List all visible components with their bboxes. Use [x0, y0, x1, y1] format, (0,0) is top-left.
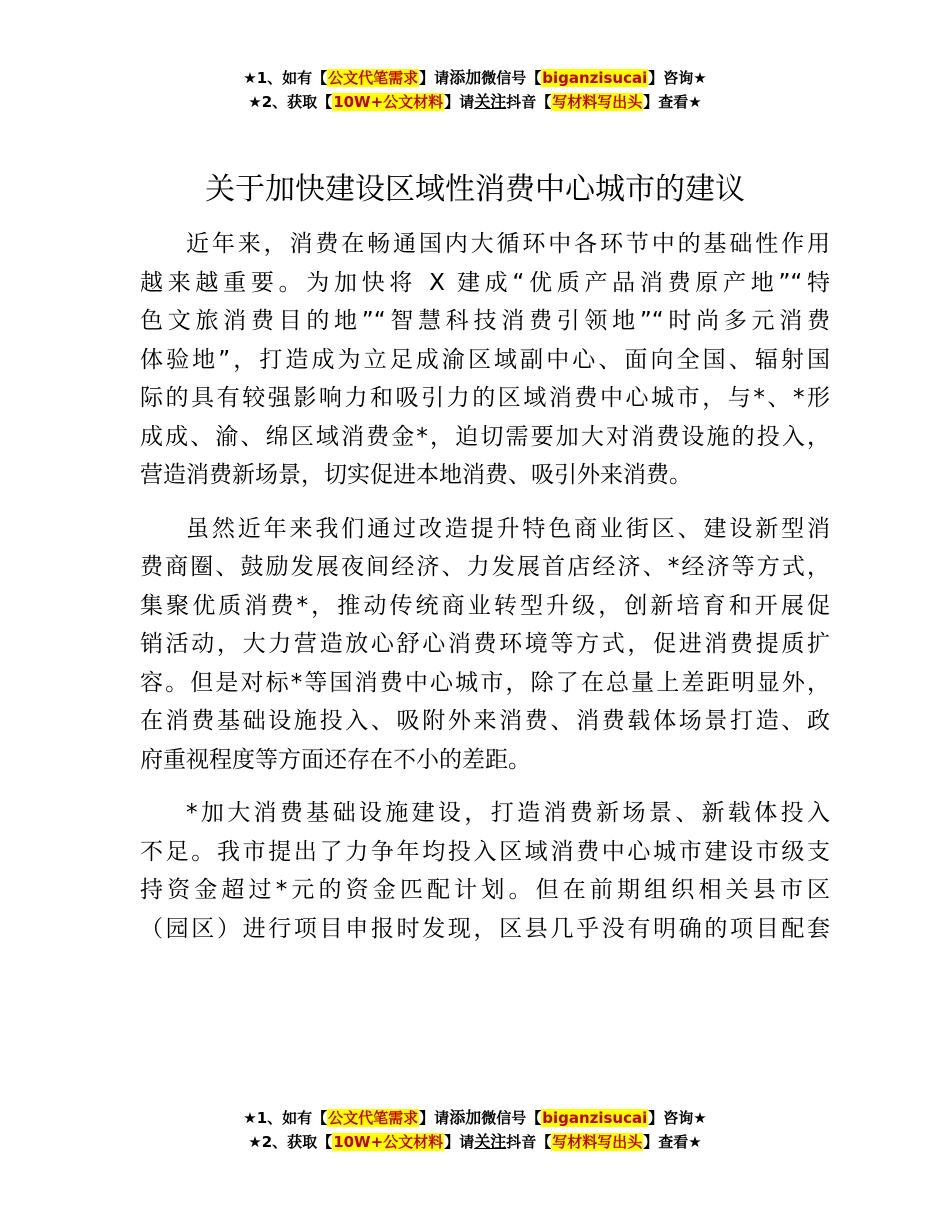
- footer-banner: [0, 1106, 950, 1154]
- banner-text: 添加: [449, 68, 482, 87]
- banner-line-2: [0, 90, 950, 114]
- text-line: 越来越重要。为加快将 X 建成“优质产品消费原产地”“特: [140, 269, 830, 296]
- paragraph-2: [140, 510, 830, 780]
- highlight-wechat-id: biganzisucai: [542, 69, 648, 87]
- banner-text: ★1、如有【: [243, 1109, 328, 1127]
- highlight-wechat-id: biganzisucai: [542, 1109, 648, 1127]
- text-line: 成成、渝、绵区域消费金*，迫切需要加大对消费设施的投入，: [140, 423, 830, 450]
- text-line: 销活动，大力营造放心舒心消费环境等方式，促进消费提质扩: [140, 631, 830, 657]
- text-line: （园区）进行项目申报时发现，区县几乎没有明确的项目配套: [140, 915, 830, 942]
- text-line: 集聚优质消费*，推动传统商业转型升级，创新培育和开展促: [140, 592, 830, 619]
- banner-text: 】咨询★: [648, 69, 707, 87]
- header-banner: [0, 66, 950, 114]
- text-line: 色文旅消费目的地”“智慧科技消费引领地”“时尚多元消费: [140, 308, 830, 334]
- banner-line-1: [0, 66, 950, 90]
- banner-text: 】咨询★: [648, 1109, 707, 1127]
- text-line: 虽然近年来我们通过改造提升特色商业街区、建设新型消: [186, 515, 830, 542]
- text-line: 在消费基础设施投入、吸附外来消费、消费载体场景打造、政: [140, 708, 830, 734]
- banner-text: 添加: [449, 1108, 482, 1127]
- highlight-materials: 10W+公文材料: [333, 93, 444, 111]
- paragraph-1: [140, 225, 830, 495]
- banner-text: 微信号【: [481, 69, 542, 87]
- text-line: 费商圈、鼓励发展夜间经济、力发展首店经济、*经济等方式，: [140, 554, 830, 580]
- banner-text: 】查看★: [643, 93, 702, 111]
- banner-text: 】请: [419, 1109, 450, 1127]
- highlight-douyin-account: 写材料写出头: [552, 1133, 643, 1151]
- banner-text: ★1、如有【: [243, 69, 328, 87]
- banner-line-1: [0, 1106, 950, 1130]
- document-body: [140, 225, 830, 963]
- banner-text: 关注: [474, 92, 507, 111]
- text-line: 体验地”，打造成为立足成渝区域副中心、面向全国、辐射国: [140, 346, 830, 373]
- text-line: 际的具有较强影响力和吸引力的区域消费中心城市，与*、*形: [140, 385, 830, 411]
- document-title: 关于加快建设区域性消费中心城市的建议: [205, 172, 745, 207]
- banner-text: ★2、获取【: [248, 93, 333, 111]
- banner-text: 】请: [444, 1133, 475, 1151]
- banner-text: 微信号【: [481, 1109, 542, 1127]
- banner-text: 】请: [444, 93, 475, 111]
- text-line: 营造消费新场景，切实促进本地消费、吸引外来消费。: [140, 462, 692, 488]
- highlight-service: 公文代笔需求: [328, 1109, 419, 1127]
- banner-text: 】查看★: [643, 1133, 702, 1151]
- text-line: 府重视程度等方面还存在不小的差距。: [140, 746, 531, 773]
- text-line: 近年来，消费在畅通国内大循环中各环节中的基础性作用: [186, 231, 830, 257]
- banner-text: 】请: [419, 69, 450, 87]
- banner-text: 抖音【: [506, 93, 552, 111]
- banner-text: ★2、获取【: [248, 1133, 333, 1151]
- text-line: 容。但是对标*等国消费中心城市，除了在总量上差距明显外，: [140, 669, 830, 696]
- banner-line-2: [0, 1130, 950, 1154]
- text-line: *加大消费基础设施建设，打造消费新场景、新载体投入: [186, 800, 830, 826]
- banner-text: 抖音【: [506, 1133, 552, 1151]
- paragraph-3: [140, 794, 830, 948]
- text-line: 持资金超过*元的资金匹配计划。但在前期组织相关县市区: [140, 877, 830, 903]
- highlight-materials: 10W+公文材料: [333, 1133, 444, 1151]
- text-line: 不足。我市提出了力争年均投入区域消费中心城市建设市级支: [140, 838, 830, 865]
- banner-text: 关注: [474, 1132, 507, 1151]
- highlight-douyin-account: 写材料写出头: [552, 93, 643, 111]
- highlight-service: 公文代笔需求: [328, 69, 419, 87]
